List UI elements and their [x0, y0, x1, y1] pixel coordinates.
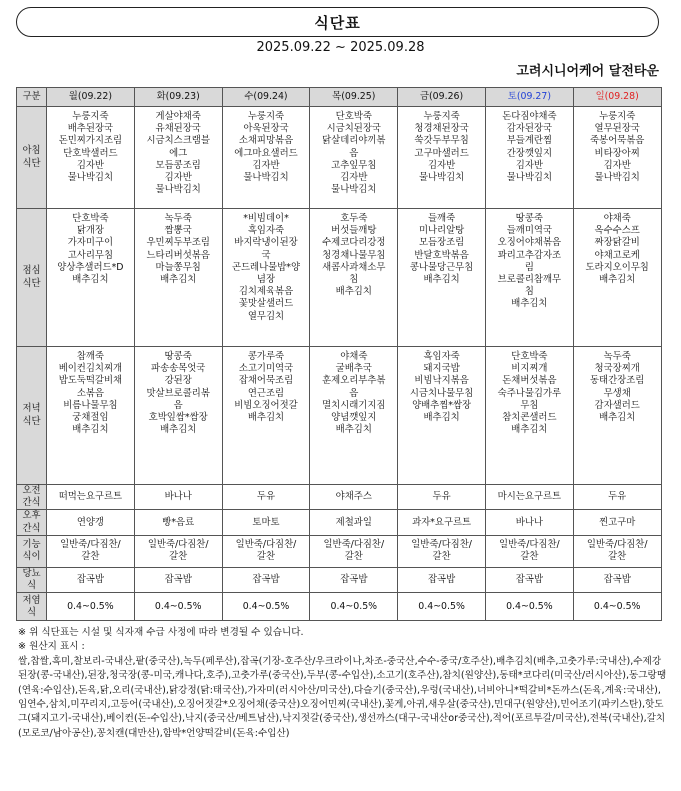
menu-item: 일반죽/다짐찬/ [411, 539, 472, 551]
row-lunch [17, 209, 662, 347]
menu-item: 배추된장국 [67, 123, 114, 135]
menu-item: 야채고로케 [594, 249, 640, 261]
menu-item: 꽈리고추감자조 [497, 249, 562, 261]
menu-item: 바나나 [515, 516, 543, 528]
menu-cell [485, 510, 573, 535]
menu-cell [47, 567, 135, 592]
menu-item: 배추김치 [247, 412, 285, 424]
menu-item: 잡채어묵조림 [238, 375, 294, 387]
menu-item: 빵*음료 [162, 516, 195, 528]
menu-cell [310, 567, 398, 592]
row-label-low-salt-diet [17, 593, 47, 621]
menu-item: 강된장 [164, 375, 192, 387]
menu-item: 두유 [608, 491, 627, 503]
menu-cell [398, 593, 486, 621]
menu-item: 돈민찌가지조림 [58, 135, 123, 147]
menu-item: 음 [349, 387, 359, 399]
menu-item: 배추김치 [423, 274, 460, 286]
menu-item: 짜장닭갈비 [594, 237, 640, 249]
menu-item: 땅콩죽 [515, 213, 543, 224]
menu-item: 배추김치 [335, 424, 372, 436]
menu-item: 0.4~0.5% [593, 600, 641, 612]
menu-item: 미나리알탕 [418, 225, 465, 237]
menu-item: 음 [173, 399, 183, 411]
menu-item: 땅콩죽 [164, 351, 192, 362]
day-header-tue: 화(09.23) [134, 88, 222, 107]
disclaimer-note: ※ 위 식단표는 시설 및 식자재 수급 사정에 따라 변경될 수 있습니다. [18, 627, 304, 638]
menu-item: 0.4~0.5% [330, 600, 378, 612]
menu-item: 새콤사과채소무 [322, 261, 386, 273]
menu-item: 김자반 [76, 159, 104, 171]
menu-item: 물나박김치 [506, 172, 553, 184]
menu-cell [310, 347, 398, 485]
menu-item: 김자반 [428, 159, 456, 171]
menu-item: 마늘쫑무침 [155, 261, 201, 273]
menu-item: 콩가루죽 [247, 351, 285, 362]
origin-title: ※ 원산지 표시 : [18, 641, 85, 653]
menu-item: 갈찬 [520, 551, 539, 563]
menu-item: 잡곡밥 [252, 573, 280, 585]
menu-item: 에그 [169, 147, 188, 159]
menu-item: 돈다짐야채죽 [502, 111, 557, 122]
menu-item: 비빔오징어젓갈 [234, 399, 298, 411]
menu-item: 림 [524, 261, 534, 273]
menu-cell [485, 567, 573, 592]
menu-item: 양념깻잎지 [331, 412, 377, 424]
menu-item: 누룽지죽 [247, 111, 285, 122]
menu-cell [398, 510, 486, 535]
menu-item: 잡곡밥 [340, 573, 368, 585]
menu-item: 느타리버섯볶음 [146, 249, 210, 261]
menu-item: 도라지오이무침 [585, 261, 649, 273]
menu-cell [222, 347, 310, 485]
header-label: 구분 [17, 88, 47, 107]
menu-cell [222, 510, 310, 535]
menu-item: 멸치시래기지짐 [322, 399, 386, 411]
row-label-line: 오후 [22, 510, 41, 522]
page-title: 식단표 [314, 13, 361, 32]
menu-item: 청경채나물무침 [322, 249, 386, 261]
menu-item: 참깨죽 [76, 351, 104, 362]
menu-item: 물나박김치 [155, 184, 201, 196]
menu-item: 감자된장국 [506, 123, 553, 135]
menu-item: 소채피망볶음 [238, 135, 294, 147]
menu-cell [485, 485, 573, 510]
menu-item: 곤드레나물밥*양 [231, 261, 301, 273]
menu-cell [134, 535, 222, 567]
menu-cell [134, 107, 222, 209]
menu-cell [485, 347, 573, 485]
menu-item: 단호박죽 [335, 111, 372, 122]
row-afternoon-snack [17, 510, 662, 535]
menu-item: 일반죽/다짐찬/ [499, 539, 560, 551]
menu-item: 찐고구마 [599, 516, 636, 528]
menu-item: 호두죽 [340, 213, 368, 224]
menu-cell [222, 107, 310, 209]
menu-item: 념장 [256, 274, 276, 286]
menu-item: 양배추찜*쌈장 [412, 399, 472, 411]
menu-item: 배추김치 [511, 298, 548, 310]
menu-item: 돈채버섯볶음 [502, 375, 557, 387]
row-label-diabetic-diet [17, 567, 47, 592]
menu-item: 아욱된장국 [243, 123, 289, 135]
row-label-line: 식이 [22, 551, 41, 563]
menu-item: 돼지국밥 [423, 363, 460, 375]
menu-item: 김치제육볶음 [238, 286, 294, 298]
menu-cell [222, 209, 310, 347]
day-header-sat: 토(09.27) [485, 88, 573, 107]
menu-item: 파송송목엇국 [151, 363, 206, 375]
menu-item: 쑥갓두부무침 [414, 135, 469, 147]
row-label-lunch [17, 209, 47, 347]
menu-item: 궁채절임 [72, 412, 109, 424]
menu-item: 죽봉어묵볶음 [590, 135, 645, 147]
day-header-wed: 수(09.24) [222, 88, 310, 107]
menu-item: 배추김치 [423, 412, 460, 424]
menu-cell [485, 535, 573, 567]
menu-item: 마시는요구르트 [497, 491, 562, 503]
menu-item: 비지찌개 [511, 363, 548, 375]
row-functional-diet [17, 535, 662, 567]
day-header-sun: 일(09.28) [573, 88, 661, 107]
menu-item: 0.4~0.5% [418, 600, 465, 612]
menu-cell [573, 535, 661, 567]
menu-cell [573, 347, 661, 485]
day-header-mon: 월(09.22) [47, 88, 135, 107]
menu-item: 잡곡밥 [76, 573, 104, 585]
menu-item: 바나나 [164, 491, 192, 503]
menu-item: 단호박샐러드 [63, 147, 118, 159]
menu-item: 동태간장조림 [590, 375, 645, 387]
menu-cell [398, 107, 486, 209]
menu-cell [47, 535, 135, 567]
menu-item: 음 [349, 147, 359, 159]
menu-item: 콩나물당근무침 [409, 261, 474, 273]
menu-item: 침 [349, 274, 359, 286]
menu-item: 시금치나물무침 [409, 387, 474, 399]
menu-item: 배추김치 [335, 286, 372, 298]
menu-item: 유채된장국 [155, 123, 201, 135]
menu-item: 배추김치 [72, 274, 109, 286]
menu-item: 비빔낙지볶음 [414, 375, 469, 387]
menu-item: 일반죽/다짐찬/ [235, 539, 297, 551]
menu-item: 옥수수스프 [594, 225, 640, 237]
menu-item: 잡곡밥 [515, 573, 543, 585]
menu-cell [310, 107, 398, 209]
menu-cell [573, 107, 661, 209]
menu-item: 물나박김치 [331, 184, 377, 196]
menu-item: 밥도둑떡갈비채 [58, 375, 123, 387]
menu-item: 누룽지죽 [72, 111, 109, 122]
row-label-afternoon-snack [17, 510, 47, 535]
menu-cell [222, 485, 310, 510]
row-label-functional-diet [17, 535, 47, 567]
menu-item: 우민찌두부조림 [146, 237, 210, 249]
menu-cell [573, 209, 661, 347]
menu-item: 갈찬 [608, 551, 627, 563]
menu-cell [573, 510, 661, 535]
menu-item: 물나박김치 [418, 172, 465, 184]
menu-cell [47, 107, 135, 209]
menu-item: 떠먹는요구르트 [58, 491, 123, 503]
menu-item: 수제코다리강정 [322, 237, 386, 249]
menu-cell [310, 510, 398, 535]
menu-item: 녹두죽 [164, 213, 192, 224]
menu-item: 일반죽/다짐찬/ [60, 539, 121, 551]
menu-item: 소고기미역국 [238, 363, 294, 375]
menu-cell [398, 485, 486, 510]
menu-item: 과자*요구르트 [412, 516, 472, 528]
menu-item: 흑임자죽 [423, 351, 460, 362]
menu-item: 양상추샐러드*D [57, 261, 124, 273]
menu-item: 모듬콩조림 [155, 159, 201, 171]
menu-item: 가자미구이 [67, 237, 114, 249]
row-label-line: 식단 [22, 415, 41, 427]
menu-item: 비타장아찌 [594, 147, 640, 159]
menu-item: 김자반 [164, 172, 192, 184]
menu-item: 갈찬 [81, 551, 100, 563]
row-label-dinner [17, 347, 47, 485]
menu-item: 배추김치 [599, 274, 636, 286]
menu-item: 제철과일 [335, 516, 372, 528]
row-dinner [17, 347, 662, 485]
title-box [16, 7, 659, 37]
menu-item: 바지락냉이된장 [234, 237, 298, 249]
row-low-salt-diet [17, 593, 662, 621]
menu-cell [222, 593, 310, 621]
menu-cell [47, 510, 135, 535]
menu-item: 닭살데리야끼볶 [322, 135, 386, 147]
row-label-line: 당뇨 [22, 567, 41, 579]
menu-item: 베이컨김치찌개 [58, 363, 123, 375]
menu-item: 단호박죽 [511, 351, 548, 362]
row-label-line: 식단 [22, 157, 41, 169]
menu-cell [134, 485, 222, 510]
menu-item: 숙주나물김가루 [497, 387, 562, 399]
menu-item: 갈찬 [169, 551, 188, 563]
menu-cell [222, 567, 310, 592]
menu-item: 연근조림 [247, 387, 285, 399]
menu-item: 훈제오리부추볶 [322, 375, 386, 387]
row-label-line: 식단 [22, 277, 41, 289]
menu-item: 단호박죽 [72, 213, 109, 224]
menu-cell [47, 593, 135, 621]
menu-item: 갈찬 [256, 551, 276, 563]
date-range: 2025.09.22 ~ 2025.09.28 [256, 40, 425, 55]
menu-item: 고추잎무침 [331, 159, 377, 171]
menu-item: 잡곡밥 [428, 573, 456, 585]
menu-item: 모듬장조림 [418, 237, 465, 249]
menu-item: 토마토 [252, 516, 280, 528]
row-label-line: 간식 [22, 522, 41, 534]
menu-item: 닭개장 [76, 225, 104, 237]
menu-item: 맛살브로콜리볶 [146, 387, 210, 399]
menu-item: 국 [261, 249, 271, 261]
row-label-line: 아침 [22, 145, 41, 157]
row-label-breakfast [17, 107, 47, 209]
day-header-fri: 금(09.26) [398, 88, 486, 107]
menu-item: 누룽지죽 [599, 111, 636, 122]
menu-item: 김자반 [603, 159, 631, 171]
row-morning-snack [17, 485, 662, 510]
menu-item: 물나박김치 [243, 172, 289, 184]
menu-item: 열무된장국 [594, 123, 640, 135]
menu-item: 0.4~0.5% [67, 600, 114, 612]
menu-cell [485, 593, 573, 621]
menu-cell [47, 485, 135, 510]
menu-item: 무침 [520, 399, 539, 411]
row-label-line: 점심 [22, 265, 41, 277]
menu-cell [134, 567, 222, 592]
menu-item: 브로콜리참깨무 [497, 274, 562, 286]
row-label-line: 식 [26, 580, 37, 592]
menu-cell [398, 535, 486, 567]
row-label-line: 저녁 [22, 403, 41, 415]
menu-item: 잡곡밥 [164, 573, 192, 585]
header-row [17, 88, 662, 107]
menu-item: 부들계란찜 [506, 135, 553, 147]
menu-item: 청국장찌개 [594, 363, 640, 375]
menu-table [16, 87, 662, 621]
row-label-line: 간식 [22, 497, 41, 509]
menu-item: 배추김치 [599, 412, 636, 424]
menu-item: 두유 [432, 491, 451, 503]
menu-item: 0.4~0.5% [242, 600, 290, 612]
menu-cell [134, 347, 222, 485]
menu-item: 야채죽 [603, 213, 631, 224]
menu-item: 물나박김치 [67, 172, 114, 184]
menu-item: 시금치된장국 [326, 123, 381, 135]
row-label-morning-snack [17, 485, 47, 510]
menu-cell [485, 107, 573, 209]
origin-text: 쌀,찹쌀,흑미,찰보리-국내산,팥(중국산),녹두(페루산),잡곡(기장-호주산/우크라이나,차조-중국산,수수-중국/호주산),배추김치(배추,고춧가루:국내산),수제강된장(콩-국내산),된장,청국장(콩-미국,캐나다,호주),고춧가루(중국산),두부(콩-수입산),소고기(호주산),참치(원양산),동태*코다리(미국산/러시아산),동그랑땡(연육:수입산),돈육,닭,오리(국내산),닭강정(닭:태국산),가자미(러시아산/미국산),다슬기(중국산),우렁(국내산),너비아니*떡갈비*돈까스(돈육,계육:국내산),임연수,삼치,미꾸리지,고등어(국내산),오징어젓갈*오징어채(중국산)오징어민찌(국내산),꽃게,아귀,새우살(중국산),민대구(원양산),민어조기(파키스탄),핫도그(돼지고기-국내산),베이컨(돈-수입산),낙지(중국산/베트남산),낙지젓갈(중국산),생선까스(대구-국내산or중국산),적어(포르투갈/미국산),전복(국내산),갈치(모로코/남아공산),꽁치캔(대만산),함박*언양떡갈비(돈육:수입산) [18, 655, 667, 739]
menu-item: 짬뽕국 [164, 225, 192, 237]
menu-item: 시금치스크램블 [146, 135, 210, 147]
menu-item: 연양갱 [76, 516, 104, 528]
menu-item: 소볶음 [76, 387, 104, 399]
menu-item: 오징어야채볶음 [497, 237, 562, 249]
menu-item: 열무김치 [247, 310, 285, 322]
menu-cell [134, 593, 222, 621]
menu-item: 들깨죽 [428, 213, 456, 224]
menu-cell [398, 567, 486, 592]
menu-item: 일반죽/다짐찬/ [147, 539, 209, 551]
menu-cell [134, 510, 222, 535]
menu-item: 김자반 [340, 172, 368, 184]
row-diabetic-diet [17, 567, 662, 592]
menu-cell [398, 347, 486, 485]
menu-item: 청경채된장국 [414, 123, 469, 135]
menu-cell [222, 535, 310, 567]
menu-item: 굴배추국 [335, 363, 372, 375]
menu-item: 고구마샐러드 [414, 147, 469, 159]
menu-item: 잡곡밥 [603, 573, 631, 585]
menu-item: 김자반 [252, 159, 280, 171]
row-label-line: 식 [26, 606, 37, 618]
menu-item: 두유 [256, 491, 276, 503]
menu-item: 호박잎쌈*쌈장 [148, 412, 208, 424]
notes [18, 626, 668, 741]
menu-item: 에그마요샐러드 [234, 147, 298, 159]
menu-item: 갈찬 [344, 551, 363, 563]
menu-item: 녹두죽 [603, 351, 631, 362]
menu-cell [310, 209, 398, 347]
day-header-thu: 목(09.25) [310, 88, 398, 107]
menu-cell [310, 535, 398, 567]
row-breakfast [17, 107, 662, 209]
menu-item: 감자샐러드 [594, 399, 640, 411]
menu-item: *비빔데이* [243, 213, 289, 224]
menu-cell [573, 567, 661, 592]
organization-name: 고려시니어케어 달전타운 [516, 64, 659, 79]
menu-item: 비름나물무침 [63, 399, 118, 411]
menu-item: 0.4~0.5% [506, 600, 553, 612]
menu-item: 게살야채죽 [155, 111, 201, 122]
menu-item: 누룽지죽 [423, 111, 460, 122]
menu-item: 일반죽/다짐찬/ [323, 539, 385, 551]
row-label-line: 오전 [22, 485, 41, 496]
menu-item: 버섯들깨탕 [331, 225, 377, 237]
menu-item: 야채주스 [335, 491, 372, 503]
menu-item: 야채죽 [340, 351, 368, 362]
menu-item: 배추김치 [72, 424, 109, 436]
menu-cell [47, 347, 135, 485]
menu-item: 갈찬 [432, 551, 451, 563]
menu-cell [47, 209, 135, 347]
menu-cell [310, 485, 398, 510]
menu-item: 배추김치 [160, 274, 197, 286]
menu-cell [485, 209, 573, 347]
menu-item: 일반죽/다짐찬/ [586, 539, 648, 551]
menu-item: 반달호박볶음 [414, 249, 469, 261]
menu-item: 배추김치 [511, 424, 548, 436]
menu-item: 0.4~0.5% [154, 600, 202, 612]
menu-cell [310, 593, 398, 621]
menu-item: 참치콘샐러드 [502, 412, 557, 424]
menu-item: 간장깻잎지 [506, 147, 553, 159]
menu-item: 꽃맛살샐러드 [238, 298, 294, 310]
menu-item: 물나박김치 [594, 172, 640, 184]
menu-item: 침 [524, 286, 534, 298]
row-label-line: 기능 [22, 539, 41, 551]
menu-cell [398, 209, 486, 347]
menu-cell [134, 209, 222, 347]
menu-item: 흑임자죽 [247, 225, 285, 237]
menu-item: 무생채 [603, 387, 631, 399]
menu-item: 김자반 [515, 159, 543, 171]
menu-item: 배추김치 [160, 424, 197, 436]
menu-item: 고사리무침 [67, 249, 114, 261]
menu-cell [573, 593, 661, 621]
row-label-line: 저염 [22, 594, 41, 606]
menu-item: 들깨미역국 [506, 225, 553, 237]
menu-cell [573, 485, 661, 510]
